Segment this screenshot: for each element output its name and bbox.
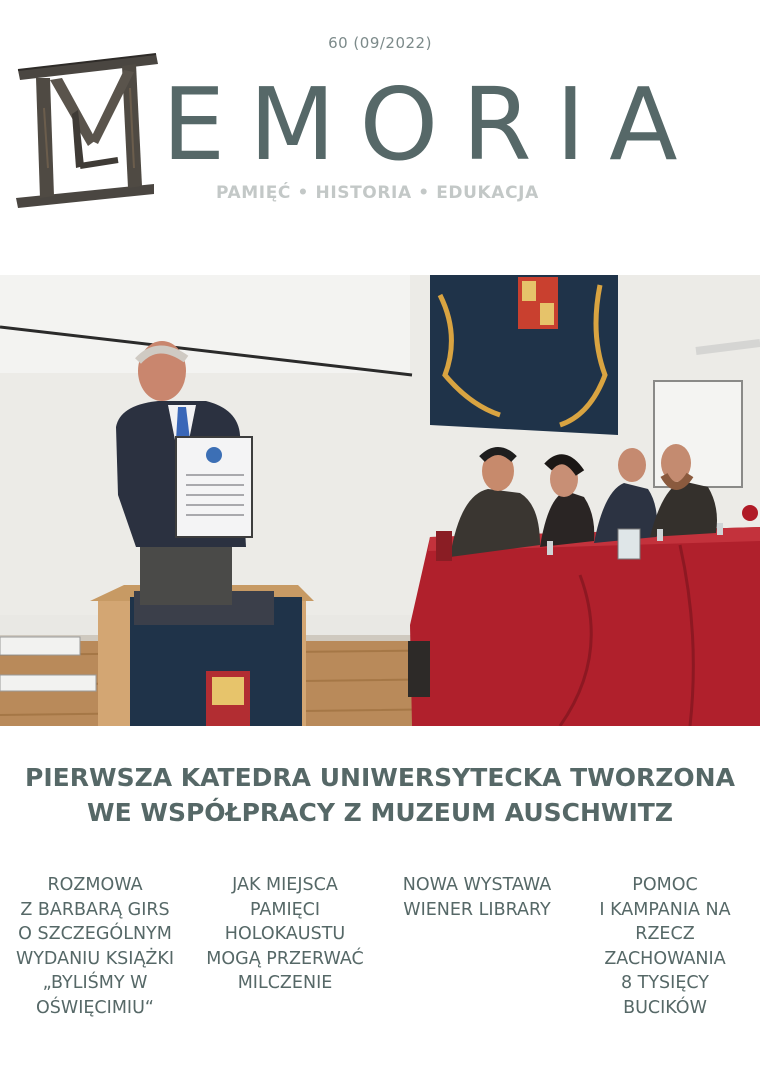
main-headline <box>20 760 740 830</box>
teaser-line: „BYLIŚMY W <box>42 973 148 993</box>
teaser-line: MILCZENIE <box>237 973 333 993</box>
teaser-line: WYDANIU KSIĄŻKI <box>15 948 175 969</box>
teaser-line: JAK MIEJSCA <box>232 875 338 895</box>
teaser-line: ROZMOWA <box>47 875 143 895</box>
issue-number: 60 (09/2022) <box>328 34 432 52</box>
headline-line-2: WE WSPÓŁPRACY Z MUZEUM AUSCHWITZ <box>87 798 673 827</box>
headline-line-1: PIERWSZA KATEDRA UNIWERSYTECKA TWORZONA <box>25 763 735 792</box>
teaser-line: POMOC <box>632 875 698 895</box>
teaser-line: I KAMPANIA NA <box>599 899 731 920</box>
article-teaser-memorials <box>190 873 380 996</box>
article-teaser-shoes <box>570 873 760 1020</box>
logo-m-icon <box>14 48 162 214</box>
teaser-line: 8 TYSIĘCY <box>620 973 709 993</box>
teaser-line: NOWA WYSTAWA <box>402 875 552 895</box>
article-teasers <box>0 873 760 1043</box>
teaser-line: MOGĄ PRZERWAĆ <box>206 948 364 969</box>
teaser-line: RZECZ <box>635 924 695 944</box>
teaser-line: OŚWIĘCIMIU“ <box>36 997 154 1018</box>
masthead-title: EMORIA <box>162 66 702 183</box>
masthead-tagline: PAMIĘĆ • HISTORIA • EDUKACJA <box>216 183 539 203</box>
article-teaser-wiener <box>378 873 576 922</box>
teaser-line: Z BARBARĄ GIRS <box>20 899 170 920</box>
teaser-line: HOLOKAUSTU <box>224 924 346 944</box>
article-teaser-girs <box>0 873 190 1020</box>
teaser-line: PAMIĘCI <box>249 899 321 920</box>
teaser-line: WIENER LIBRARY <box>403 899 551 920</box>
cover-photo <box>0 275 760 726</box>
teaser-line: BUCIKÓW <box>623 997 707 1018</box>
teaser-line: O SZCZEGÓLNYM <box>18 924 172 944</box>
teaser-line: ZACHOWANIA <box>604 948 726 969</box>
